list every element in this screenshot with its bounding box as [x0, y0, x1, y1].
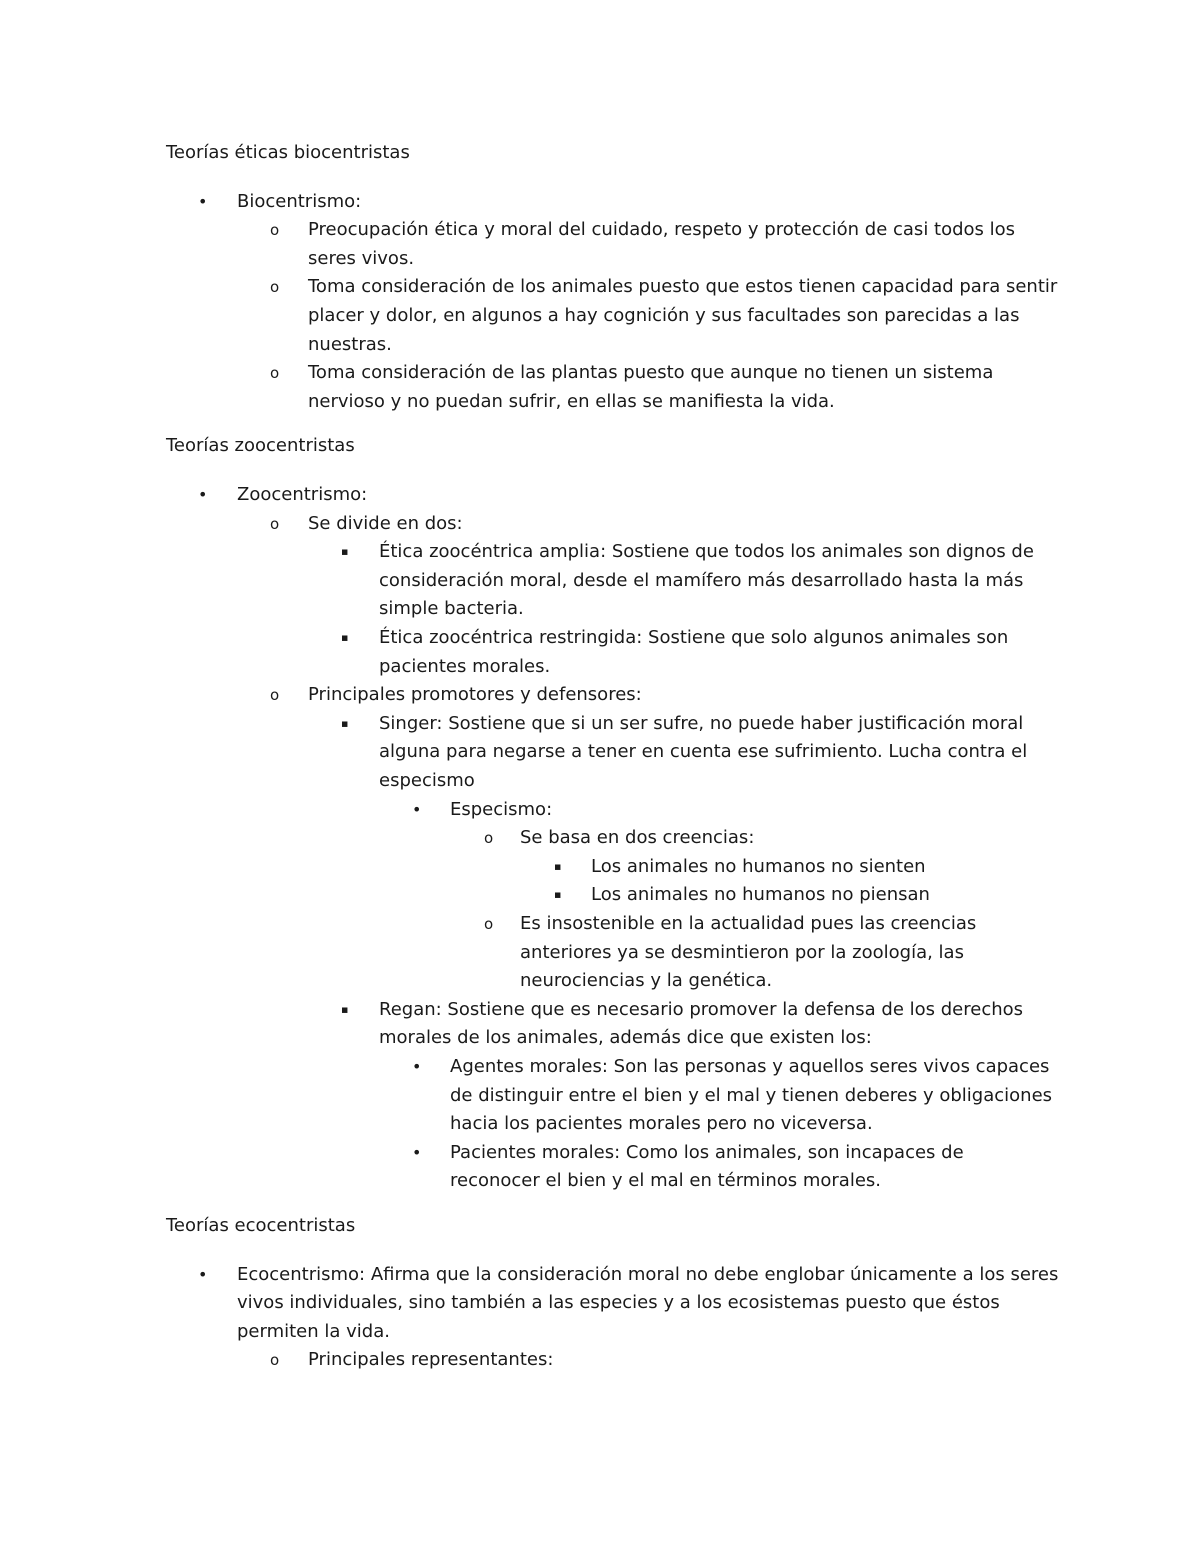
list-bullet: • [412, 1057, 422, 1076]
list-item-text: Los animales no humanos no sienten [591, 855, 926, 877]
list-item-text: Zoocentrismo: [237, 484, 368, 505]
list-item-text: seres vivos. [308, 247, 415, 269]
section-heading: Teorías zoocentristas [166, 435, 355, 457]
list-item-text: alguna para negarse a tener en cuenta ese sufrimiento. Lucha contra el [379, 741, 1028, 763]
list-item-text: vivos individuales, sino también a las especies y a los ecosistemas puesto que éstos [237, 1292, 1000, 1314]
list-bullet: ▪ [341, 716, 349, 730]
list-bullet: ▪ [341, 545, 349, 559]
list-bullet: o [270, 1351, 280, 1370]
list-bullet: • [412, 799, 422, 819]
list-item-text: Singer: Sostiene que si un ser sufre, no puede haber justificación moral [379, 712, 1024, 734]
list-item-text: Biocentrismo: [237, 190, 362, 212]
list-bullet: • [198, 1264, 208, 1284]
list-item-text: placer y dolor, en algunos a hay cognición y sus facultades son parecidas a las [308, 305, 1020, 326]
list-bullet: o [270, 221, 280, 240]
list-item-text: Los animales no humanos no piensan [591, 884, 930, 906]
list-item-text: simple bacteria. [379, 598, 524, 620]
list-item-text: Toma consideración de las plantas puesto que aunque no tienen un sistema [308, 362, 994, 384]
list-item-text: de distinguir entre el bien y el mal y tienen deberes y obligaciones [450, 1084, 1053, 1106]
list-item-text: Agentes morales: Son las personas y aquellos seres vivos capaces [450, 1056, 1050, 1077]
list-item-text: Pacientes morales: Como los animales, son incapaces de [450, 1141, 964, 1163]
list-item-text: Principales representantes: [308, 1349, 554, 1371]
list-item-text: Ecocentrismo: Afirma que la consideración moral no debe englobar únicamente a los seres [237, 1263, 1059, 1285]
list-bullet: o [484, 915, 494, 933]
list-item-text: Toma consideración de los animales puesto que estos tienen capacidad para sentir [308, 276, 1058, 298]
list-item-text: Especismo: [450, 798, 553, 820]
list-item-text: especismo [379, 770, 475, 791]
list-bullet: o [270, 364, 280, 383]
list-bullet: • [412, 1142, 422, 1162]
list-item-text: Es insostenible en la actualidad pues las creencias [520, 913, 977, 934]
list-item-text: neurociencias y la genética. [520, 970, 773, 992]
list-bullet: ▪ [554, 859, 562, 873]
list-item-text: Regan: Sostiene que es necesario promover la defensa de los derechos [379, 998, 1024, 1020]
section-heading: Teorías ecocentristas [166, 1215, 356, 1236]
list-bullet: • [198, 485, 208, 504]
list-bullet: ▪ [341, 1002, 349, 1016]
list-item-text: permiten la vida. [237, 1320, 390, 1342]
list-item-text: consideración moral, desde el mamífero más desarrollado hasta la más [379, 569, 1024, 591]
list-item-text: anteriores ya se desmintieron por la zoología, las [520, 941, 964, 963]
list-bullet: o [270, 514, 280, 533]
list-item-text: Ética zoocéntrica amplia: Sostiene que todos los animales son dignos de [379, 541, 1034, 563]
list-item-text: Preocupación ética y moral del cuidado, respeto y protección de casi todos los [308, 219, 1016, 241]
section-heading: Teorías éticas biocentristas [166, 142, 410, 163]
list-bullet: ▪ [341, 631, 349, 644]
list-item-text: pacientes morales. [379, 655, 551, 677]
list-item-text: nuestras. [308, 333, 392, 355]
list-bullet: ▪ [554, 888, 562, 902]
list-item-text: morales de los animales, además dice que existen los: [379, 1027, 872, 1049]
list-item-text: Se divide en dos: [308, 512, 463, 534]
list-bullet: o [484, 829, 494, 848]
list-bullet: o [270, 278, 280, 297]
list-item-text: Principales promotores y defensores: [308, 684, 642, 706]
list-bullet: • [198, 191, 208, 211]
list-item-text: reconocer el bien y el mal en términos morales. [450, 1170, 882, 1192]
list-item-text: Ética zoocéntrica restringida: Sostiene que solo algunos animales son [379, 627, 1009, 648]
list-item-text: hacia los pacientes morales pero no viceversa. [450, 1113, 873, 1135]
list-bullet: o [270, 686, 280, 705]
list-item-text: nervioso y no puedan sufrir, en ellas se manifiesta la vida. [308, 390, 835, 412]
list-item-text: Se basa en dos creencias: [520, 827, 755, 849]
